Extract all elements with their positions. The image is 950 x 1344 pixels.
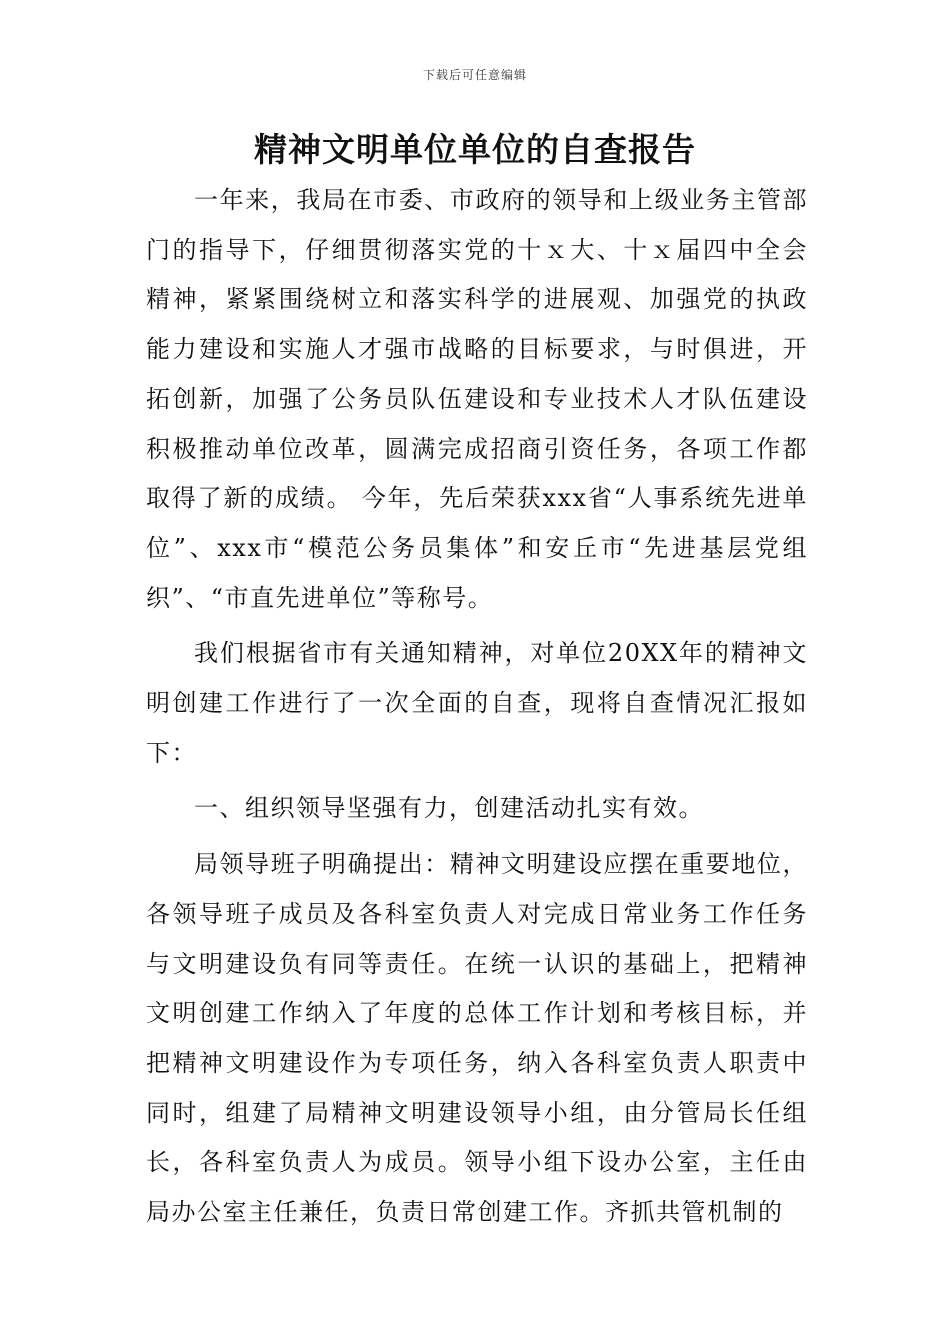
header-note: 下载后可任意编辑 (422, 68, 527, 82)
document-title: 精神文明单位单位的自查报告 (254, 130, 696, 169)
section-heading-1: 一、组织领导坚强有力，创建活动扎实有效。 (194, 794, 704, 823)
paragraph-leadership: 局领导班子明确提出：精神文明建设应摆在重要地位，各领导班子成员及各科室负责人对完成日常业务工作任务与文明建设负有同等责任。在统一认识的基础上，把精神文明创建工作纳入了年度的总体工作计划和考核目标，并把精神文明建设作为专项任务，纳入各科室负责人职责中同时，组建了局精神文明建设领导小组，由分管局长任组长，各科室负责人为成员。领导小组下设办公室，主任由局办公室主任兼任，负责日常创建工作。齐抓共管机制的 (146, 850, 808, 1227)
document-body (146, 176, 808, 1238)
paragraph-self-check: 我们根据省市有关通知精神，对单位20XX年的精神文明创建工作进行了一次全面的自查，现将自查情况汇报如下： (146, 639, 808, 767)
paragraph-intro: 一年来，我局在市委、市政府的领导和上级业务主管部门的指导下，仔细贯彻落实党的十ｘ大、十ｘ届四中全会精神，紧紧围绕树立和落实科学的进展观、加强党的执政能力建设和实施人才强市战略的目标要求，与时俱进，开拓创新，加强了公务员队伍建设和专业技术人才队伍建设积极推动单位改革，圆满完成招商引资任务，各项工作都取得了新的成绩。 今年，先后荣获xxx省“人事系统先进单位”、xxx市“模范公务员集体”和安丘市“先进基层党组织”、“市直先进单位”等称号。 (146, 186, 808, 612)
